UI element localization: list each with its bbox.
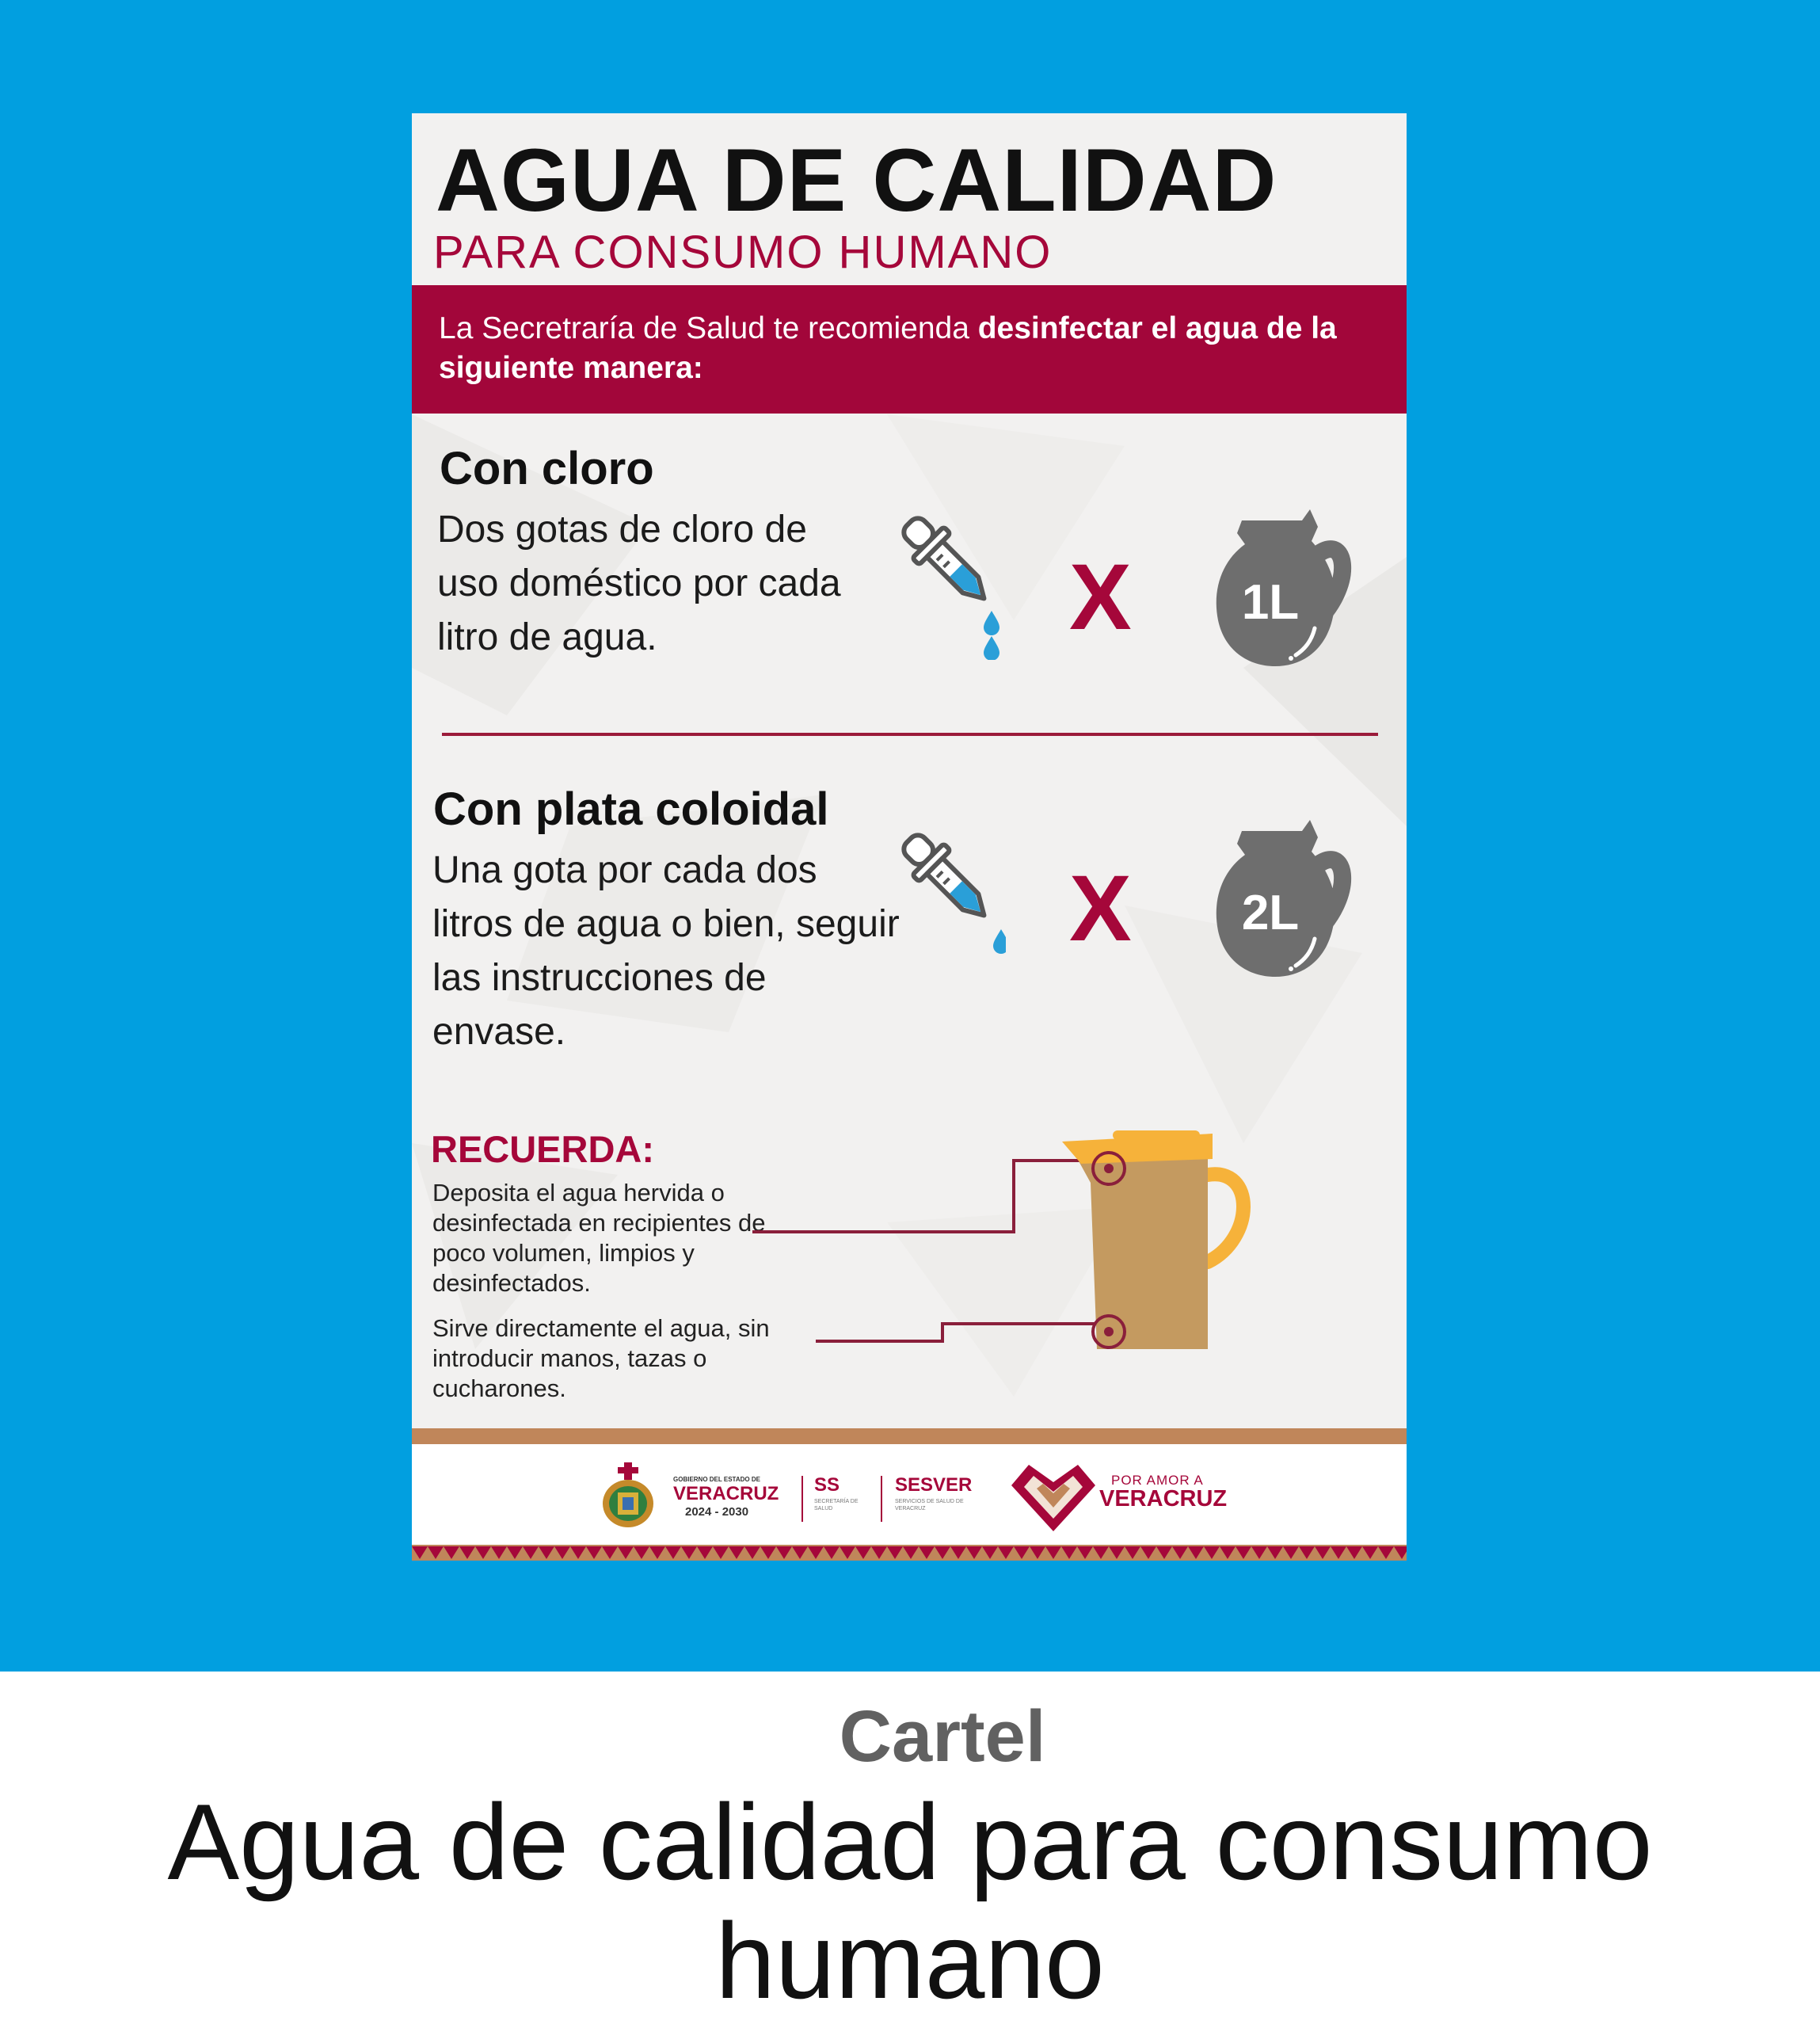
poster-subtitle: PARA CONSUMO HUMANO	[433, 227, 1053, 278]
water-jug-icon	[1213, 820, 1356, 978]
chlorine-text: Dos gotas de cloro de uso doméstico por cada litro de agua.	[437, 509, 841, 658]
sesver-logo-text: SESVER	[895, 1474, 973, 1496]
multiply-sign: X	[1069, 856, 1132, 961]
banner-text-bold: desinfectar el agua de la siguiente manera:	[439, 311, 1337, 385]
dropper-icon	[895, 818, 1006, 961]
por-amor-label-big: VERACRUZ	[1099, 1486, 1228, 1511]
chlorine-title: Con cloro	[440, 443, 654, 494]
jug-label-1l: 1L	[1241, 575, 1300, 630]
silver-text: Una gota por cada dos litros de agua o bien, seguir las instrucciones de envase.	[432, 849, 900, 1053]
caption-kind: Cartel	[839, 1696, 1046, 1777]
dropper-icon	[895, 501, 1006, 660]
decorative-trim	[412, 1545, 1407, 1561]
water-jug-icon	[1213, 509, 1356, 668]
caption-title: Agua de calidad para consumo humano	[167, 1782, 1653, 2021]
por-amor-heart-icon	[1010, 1462, 1097, 1533]
footer-separator	[881, 1476, 882, 1522]
gov-label-small: GOBIERNO DEL ESTADO DE	[673, 1476, 760, 1483]
por-amor-label-small: POR AMOR A	[1111, 1473, 1204, 1488]
multiply-sign: X	[1069, 545, 1132, 650]
footer-stripe	[412, 1428, 1407, 1444]
footer-separator	[801, 1476, 803, 1522]
gov-label-big: VERACRUZ	[673, 1483, 779, 1504]
remember-title: RECUERDA:	[431, 1128, 654, 1170]
poster	[412, 113, 1407, 1561]
jug-label-2l: 2L	[1241, 886, 1300, 940]
veracruz-coat-of-arms-icon	[600, 1462, 656, 1529]
recommendation-banner	[412, 285, 1407, 414]
remember-tip-2: Sirve directamente el agua, sin introducir manos, tazas o cucharones.	[432, 1314, 770, 1402]
ss-logo-text: SS	[814, 1474, 840, 1496]
sesver-logo-subtext: SERVICIOS DE SALUD DE VERACRUZ	[895, 1499, 964, 1511]
banner-text-plain: La Secretraría de Salud te recomienda	[439, 311, 978, 345]
poster-title: AGUA DE CALIDAD	[436, 131, 1277, 230]
remember-tip-1: Deposita el agua hervida o desinfectada en recipientes de poco volumen, limpios y desinfectados.	[432, 1179, 766, 1297]
section-divider	[442, 733, 1378, 736]
gov-years: 2024 - 2030	[685, 1505, 749, 1519]
ss-logo-subtext: SECRETARÍA DE SALUD	[814, 1499, 859, 1511]
banner-text	[439, 309, 1389, 388]
pitcher-icon	[1057, 1127, 1263, 1365]
silver-title: Con plata coloidal	[433, 783, 829, 835]
